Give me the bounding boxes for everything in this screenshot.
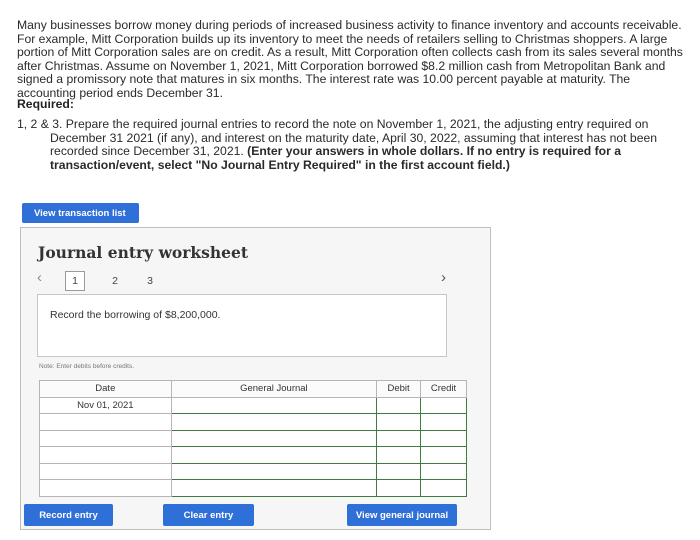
page-2-button[interactable]: 2 (112, 275, 118, 287)
table-row (40, 397, 467, 414)
record-entry-button[interactable]: Record entry (24, 504, 113, 526)
page-1-button[interactable]: 1 (65, 271, 85, 291)
chevron-left-icon[interactable]: ‹ (37, 269, 42, 286)
date-cell[interactable] (40, 463, 172, 480)
worksheet-note: Note: Enter debits before credits. (39, 363, 135, 370)
instructions-plain: 1, 2 & 3. Prepare the required journal entries to record the note on November 1, 2021, the adjusting entry required on December 31 2021 (if any), and interest on the maturity date, April 30, 2022, assuming that interest has not been recorded since December 31, 2021. (17, 117, 658, 159)
column-header-general-journal: General Journal (171, 381, 376, 398)
date-cell[interactable]: Nov 01, 2021 (40, 397, 172, 414)
transaction-description: Record the borrowing of $8,200,000. (50, 309, 221, 321)
table-row (40, 480, 467, 497)
credit-field[interactable] (421, 414, 467, 431)
account-field[interactable] (171, 463, 376, 480)
view-general-journal-button[interactable]: View general journal (347, 504, 457, 526)
view-transaction-list-button[interactable]: View transaction list (22, 203, 139, 223)
debit-field[interactable] (377, 414, 421, 431)
chevron-right-icon[interactable]: › (441, 269, 446, 286)
date-cell[interactable] (40, 480, 172, 497)
column-header-date: Date (40, 381, 172, 398)
date-cell[interactable] (40, 414, 172, 431)
account-field[interactable] (171, 397, 376, 414)
problem-text: Many businesses borrow money during periods of increased business activity to finance inventory and accounts receivable. For example, Mitt Corporation builds up its inventory to meet the needs of retailers selling to Christmas shoppers. A large portion of Mitt Corporation sales are on credit. As a result, Mitt Corporation often collects cash from its sales several months after Christmas. Assume on November 1, 2021, Mitt Corporation borrowed $8.2 million cash from Metropolitan Bank and signed a promissory note that matures in six months. The interest rate was 10.00 percent payable at maturity. The accounting period ends December 31. (17, 18, 683, 100)
date-cell[interactable] (40, 447, 172, 464)
worksheet-title: Journal entry worksheet (38, 243, 249, 262)
debit-field[interactable] (377, 447, 421, 464)
account-field[interactable] (171, 430, 376, 447)
account-field[interactable] (171, 480, 376, 497)
instructions (17, 118, 682, 172)
date-cell[interactable] (40, 430, 172, 447)
table-row (40, 447, 467, 464)
debit-field[interactable] (377, 430, 421, 447)
instructions-bold: (Enter your answers in whole dollars. If no entry is required for a transaction/event, select "No Journal Entry Required" in the first account field.) (50, 144, 621, 172)
journal-entry-worksheet (20, 227, 491, 530)
column-header-credit: Credit (421, 381, 467, 398)
column-header-debit: Debit (377, 381, 421, 398)
credit-field[interactable] (421, 480, 467, 497)
credit-field[interactable] (421, 430, 467, 447)
journal-header-row (40, 381, 467, 398)
clear-entry-button[interactable]: Clear entry (163, 504, 254, 526)
table-row (40, 430, 467, 447)
transaction-description-box (37, 294, 447, 357)
table-row (40, 463, 467, 480)
required-label: Required: (17, 97, 74, 111)
account-field[interactable] (171, 447, 376, 464)
credit-field[interactable] (421, 447, 467, 464)
credit-field[interactable] (421, 397, 467, 414)
account-field[interactable] (171, 414, 376, 431)
journal-table (39, 380, 467, 497)
debit-field[interactable] (377, 397, 421, 414)
table-row (40, 414, 467, 431)
credit-field[interactable] (421, 463, 467, 480)
page-3-button[interactable]: 3 (147, 275, 153, 287)
debit-field[interactable] (377, 480, 421, 497)
debit-field[interactable] (377, 463, 421, 480)
